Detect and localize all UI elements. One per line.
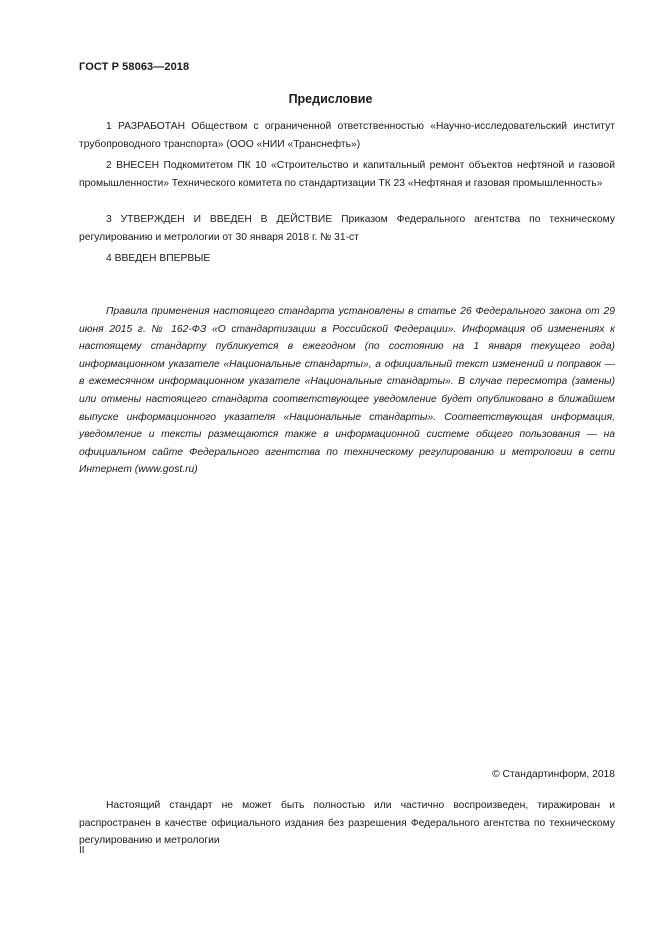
section-title: Предисловие (288, 92, 373, 106)
paragraph-developed-by: 1 РАЗРАБОТАН Обществом с ограниченной ответственностью «Научно-исследовательский институт трубопроводного транспорта» (ООО «НИИ «Транснефть») (79, 121, 615, 150)
application-rules-note: Правила применения настоящего стандарта установлены в статье 26 Федерального закона от 29 июня 2015 г. № 162-ФЗ «О стандартизации в Российской Федерации». Информация об изменениях к настоящему стандарту публикуется в ежегодном (по состоянию на 1 января текущего года) информационном указателе «Национальные стандарты», а официальный текст изменений и поправок — в ежемесячном информационном указателе «Национальные стандарты». В случае пересмотра (замены) или отмены настоящего стандарта соответствующее уведомление будет опубликовано в ближайшем выпуске информационного указателя «Национальные стандарты». Соответствующая информация, уведомление и тексты размещаются также в информационной системе общего пользования — на официальном сайте Федерального агентства по техническому регулированию и метрологии в сети Интернет (www.gost.ru) (79, 306, 615, 476)
paragraph-first-introduced: 4 ВВЕДЕН ВПЕРВЫЕ (106, 253, 211, 264)
standard-code: ГОСТ Р 58063—2018 (79, 61, 190, 73)
paragraph-approved: 3 УТВЕРЖДЕН И ВВЕДЕН В ДЕЙСТВИЕ Приказом Федерального агентства по техническому регулированию и метрологии от 30 января 2018 г. № 31-ст (79, 214, 615, 243)
reproduction-notice: Настоящий стандарт не может быть полностью или частично воспроизведен, тиражирован и распространен в качестве официального издания без разрешения Федерального агентства по техническому регулированию и метрологии (79, 800, 615, 846)
page-number: II (79, 845, 85, 856)
copyright-notice: © Стандартинформ, 2018 (492, 769, 615, 780)
paragraph-introduced-by: 2 ВНЕСЕН Подкомитетом ПК 10 «Строительство и капитальный ремонт объектов нефтяной и газовой промышленности» Технического комитета по стандартизации ТК 23 «Нефтяная и газовая промышленность» (79, 160, 615, 189)
